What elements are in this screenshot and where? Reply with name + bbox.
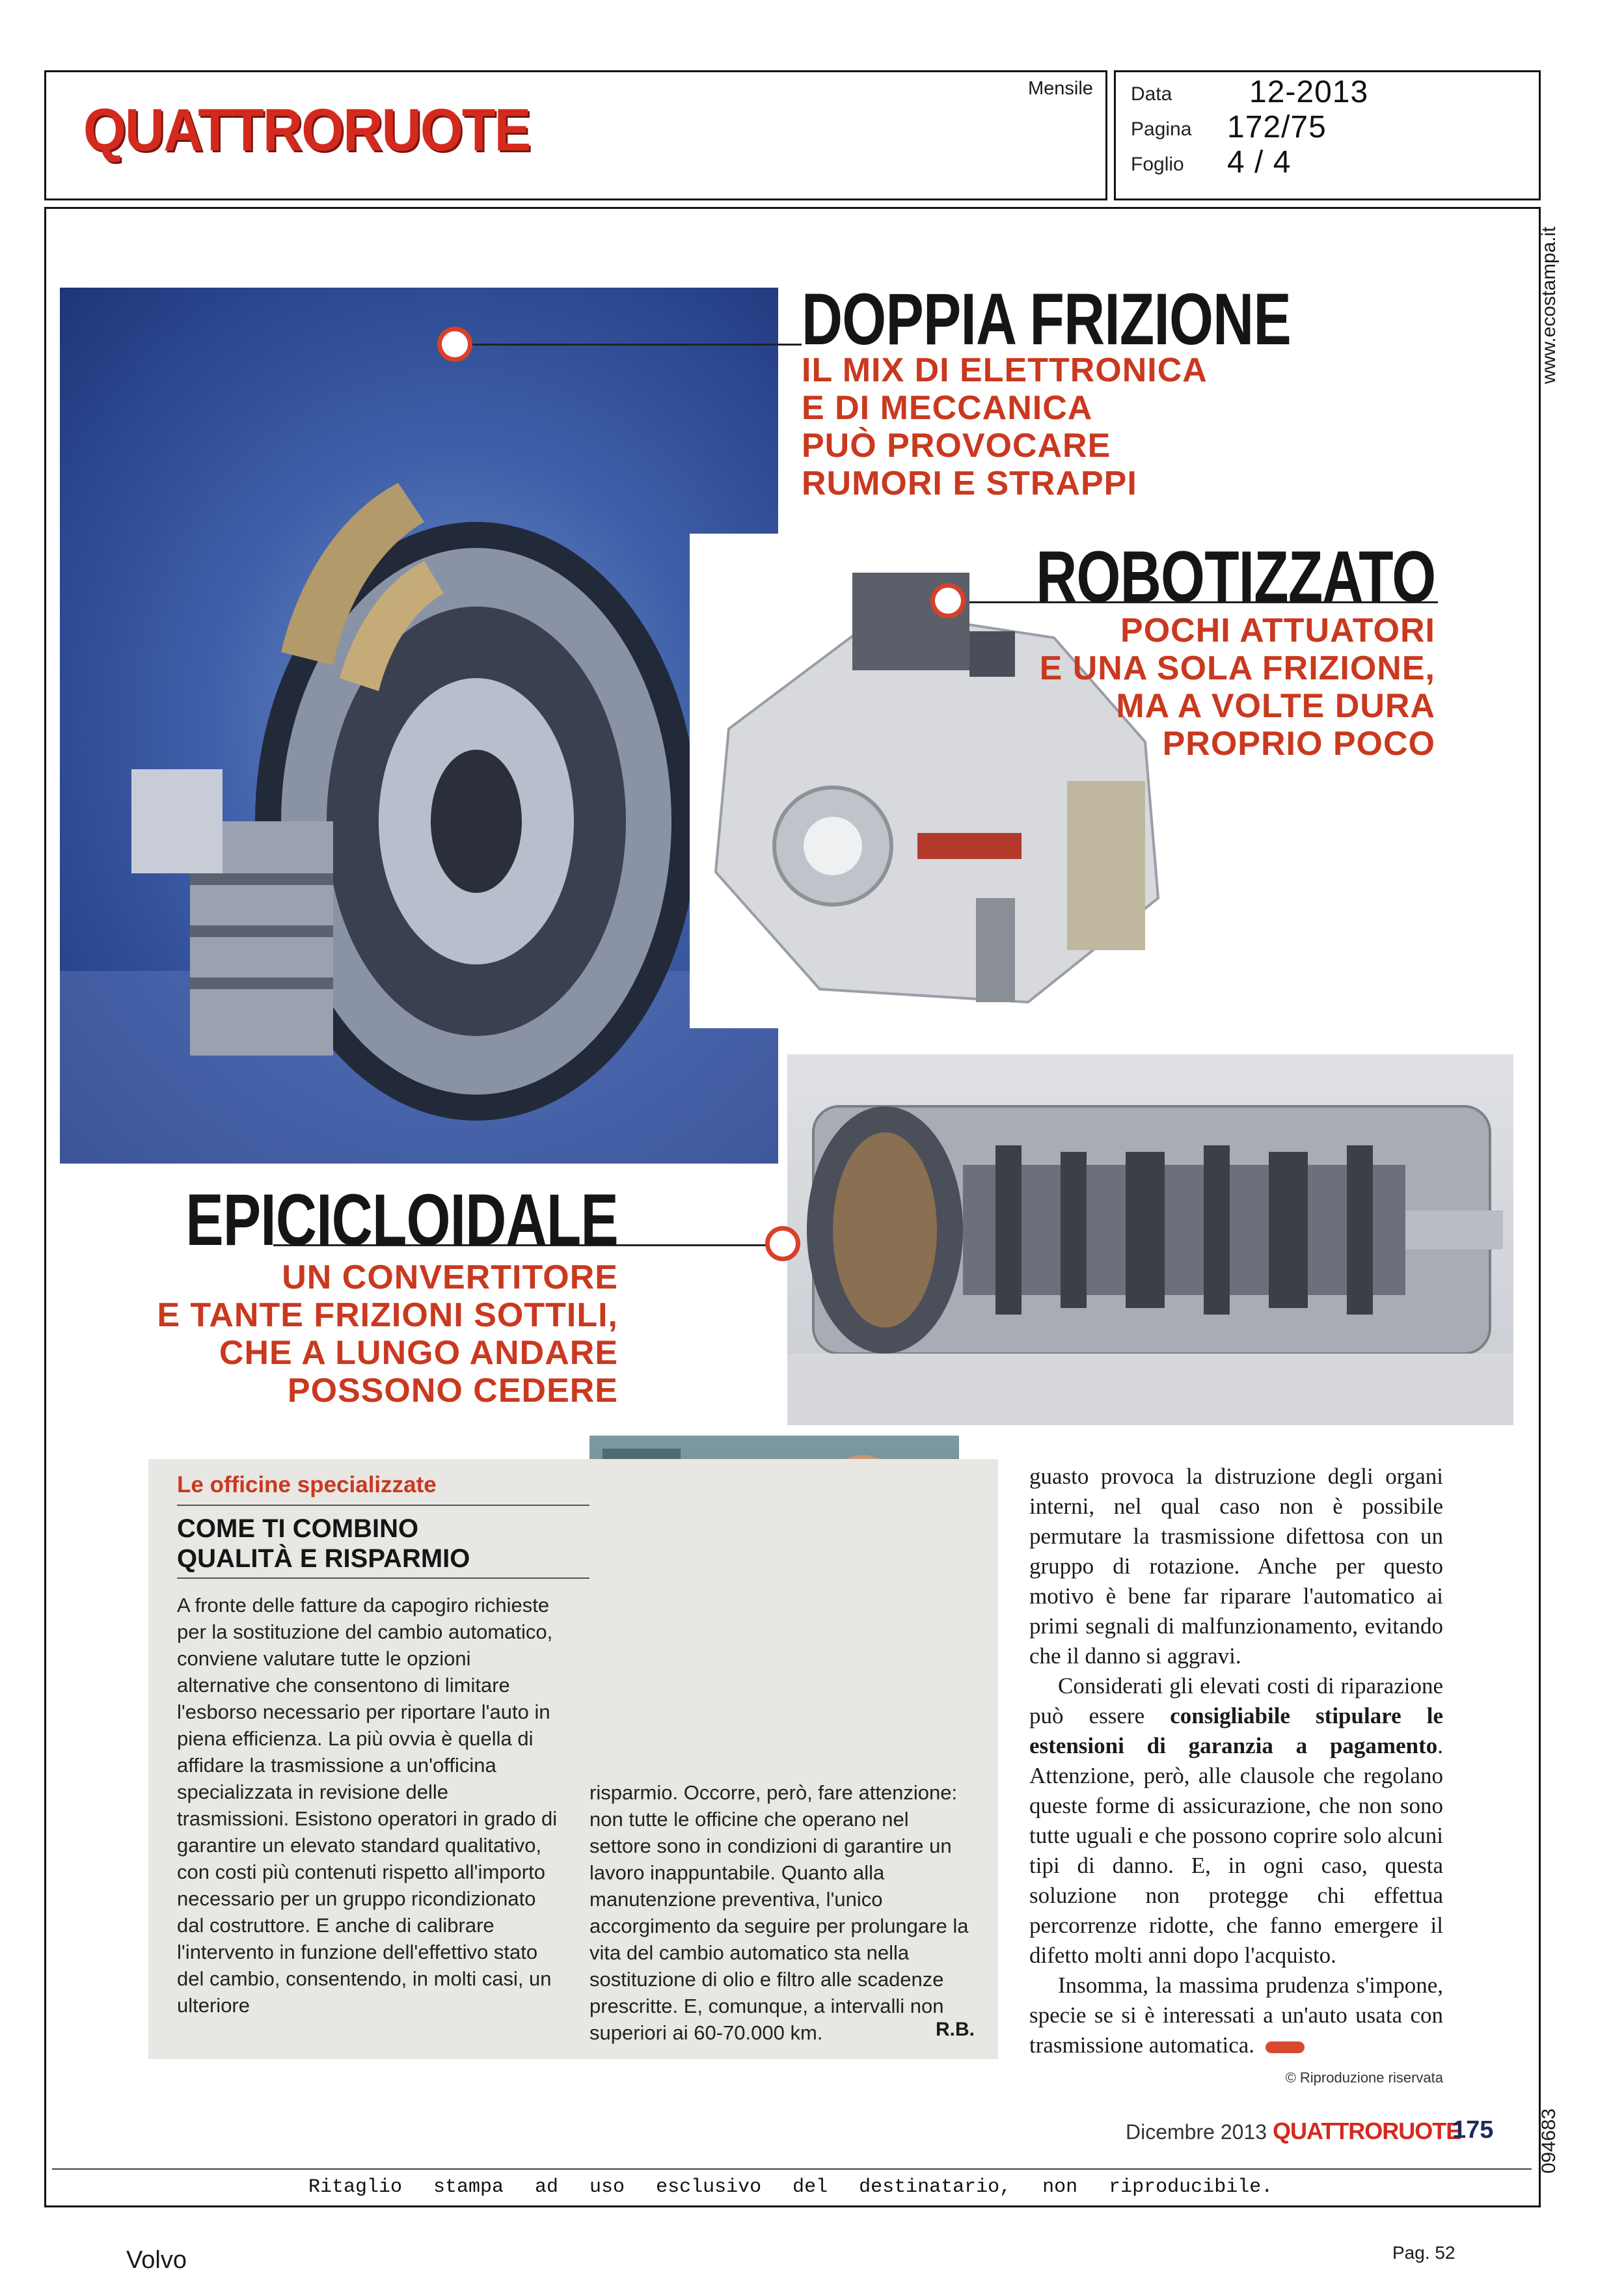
side-code: 094683	[1538, 2108, 1560, 2174]
page-reference: Pag. 52	[1392, 2243, 1455, 2263]
epici-line-3: CHE A LUNGO ANDARE	[219, 1334, 618, 1372]
side-url: www.ecostampa.it	[1538, 226, 1560, 384]
clipping-strip: Ritaglio stampa ad uso esclusivo del destinatario, non riproducibile.	[308, 2176, 1273, 2198]
sidebar-kicker: Le officine specializzate	[177, 1472, 437, 1497]
data-value: 12-2013	[1249, 75, 1369, 109]
footer-date: Dicembre 2013	[1126, 2120, 1267, 2144]
sidebar-title-line-1: COME TI COMBINO	[177, 1514, 419, 1543]
sidebar-column-2: risparmio. Occorre, però, fare attenzione: non tutte le officine che operano nel settore sono in condizioni di garantire un lavoro inappuntabile. Quanto alla manutenzione preventiva, l'unico accorgimento da seguire per prolungare la vita del cambio automatico sta nella sostituzione di olio e filtro alle scadenze prescritte. E, comunque, a intervalli non superiori ai 60-70.000 km.	[589, 1781, 969, 2044]
sidebar-rule-2	[177, 1577, 589, 1579]
epici-marker	[765, 1226, 800, 1261]
sidebar-rule-1	[177, 1505, 589, 1506]
robot-subtitle	[1040, 612, 1435, 763]
sidebar-title	[177, 1514, 470, 1574]
robot-line-2: E UNA SOLA FRIZIONE,	[1039, 649, 1435, 687]
article-p3-text: Insomma, la massima prudenza s'impone, specie se si è interessati a un'auto usata con trasmissione automatica.	[1029, 1972, 1443, 2058]
article-paragraph-2	[1029, 1671, 1443, 1971]
epici-subtitle	[157, 1259, 618, 1410]
article-paragraph-3	[1029, 1971, 1443, 2060]
robot-line-4: PROPRIO POCO	[1162, 725, 1435, 763]
epici-line-2: E TANTE FRIZIONI SOTTILI,	[157, 1296, 618, 1334]
robot-marker	[930, 583, 966, 618]
doppia-subtitle	[802, 351, 1208, 502]
frequency-label: Mensile	[1028, 78, 1093, 99]
article-column	[1029, 1462, 1443, 2060]
sidebar-title-line-2: QUALITÀ E RISPARMIO	[177, 1544, 470, 1573]
robot-line-1: POCHI ATTUATORI	[1120, 612, 1435, 649]
doppia-line-4: RUMORI E STRAPPI	[802, 465, 1137, 502]
epicyclic-gearbox-drawing	[787, 1054, 1513, 1425]
article-paragraph-1: guasto provoca la distruzione degli organi interni, nel qual caso non è possibile permutare la trasmissione difettosa con un gruppo di rotazione. Anche per questo motivo è bene far riparare l'automatico ai primi segnali di malfunzionamento, evitando che il danno si aggravi.	[1029, 1464, 1443, 1669]
epici-line-4: POSSONO CEDERE	[287, 1372, 618, 1410]
footer-logo: QUATTRORUOTE	[1273, 2118, 1461, 2144]
data-label: Data	[1131, 83, 1172, 105]
rights-notice: © Riproduzione riservata	[1285, 2069, 1443, 2086]
doppia-line-2: E DI MECCANICA	[802, 389, 1093, 427]
masthead-logo: QUATTRORUOTE	[83, 97, 530, 163]
article-p2-bold: consigliabile stipulare le estensioni di garanzia a pagamento	[1029, 1703, 1444, 1758]
strip-rule	[52, 2168, 1532, 2170]
robot-title: ROBOTIZZATO	[1035, 536, 1435, 618]
foglio-label: Foglio	[1131, 154, 1184, 175]
doppia-line-1: IL MIX DI ELETTRONICA	[802, 351, 1208, 389]
sidebar-column-1: A fronte delle fatture da capogiro richieste per la sostituzione del cambio automatico, conviene valutare tutte le opzioni alternative che consentono di limitare l'esborso necessario per riportare l'auto in piena efficienza. La più ovvia è quella di affidare la trasmissione a un'officina specializzata in revisione delle trasmissioni. Esistono operatori in grado di garantire un elevato standard qualitativo, con costi più contenuti rispetto all'importo necessario per un gruppo ricondizionato dal costruttore. E anche di calibrare l'intervento in funzione dell'effettivo stato del cambio, consentendo, in molti casi, un ulteriore	[177, 1594, 558, 2017]
pagina-value: 172/75	[1227, 110, 1327, 144]
footer-page-number: 175	[1452, 2116, 1494, 2144]
dual-clutch-image	[60, 288, 778, 1164]
doppia-line-3: PUÒ PROVOCARE	[802, 427, 1111, 465]
foglio-value: 4 / 4	[1227, 145, 1292, 180]
robot-line-3: MA A VOLTE DURA	[1116, 687, 1435, 725]
sidebar-signature: R.B.	[936, 2019, 975, 2040]
epici-title: EPICICLOIDALE	[185, 1179, 618, 1261]
epicyclic-gearbox-image	[787, 1054, 1513, 1425]
end-mark-icon	[1265, 2041, 1305, 2053]
client-name: Volvo	[126, 2246, 187, 2274]
doppia-marker	[437, 327, 472, 362]
dual-clutch-drawing	[60, 288, 778, 1164]
doppia-title: DOPPIA FRIZIONE	[802, 279, 1291, 360]
article-p2-end: . Attenzione, però, alle clausole che regolano queste forme di assicurazione, che non sono tutte uguali e che possono coprire solo alcuni tipi di danno. E, in ogni caso, questa soluzione non protegge chi effettua percorrenze ridotte, che fanno emergere il difetto molti anni dopo l'acquisto.	[1029, 1733, 1443, 1968]
article-p2-start: Considerati gli elevati costi di riparazione può essere	[1029, 1673, 1443, 1728]
pagina-label: Pagina	[1131, 118, 1192, 140]
epici-line-1: UN CONVERTITORE	[282, 1259, 618, 1296]
doppia-connector-line	[463, 344, 802, 346]
